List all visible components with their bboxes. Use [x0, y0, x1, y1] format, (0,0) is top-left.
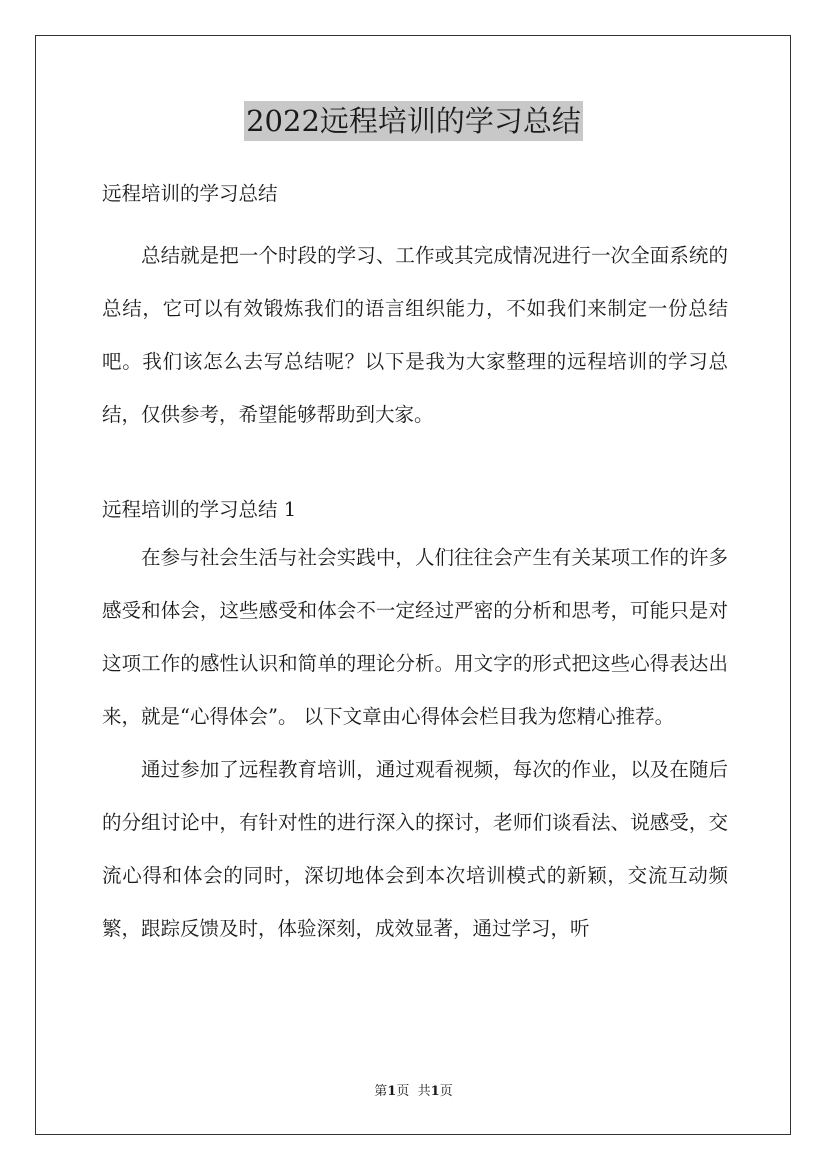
page-footer — [0, 1083, 827, 1101]
total-prefix: 共 — [417, 1084, 431, 1099]
section-heading: 远程培训的学习总结 — [102, 182, 278, 205]
document-body — [102, 176, 728, 955]
document-title: 2022远程培训的学习总结 — [244, 101, 583, 141]
total-suffix: 页 — [439, 1084, 453, 1099]
section-heading: 远程培训的学习总结 1 — [102, 498, 297, 521]
body-paragraph: 在参与社会生活与社会实践中，人们往往会产生有关某项工作的许多感受和体会，这些感受和体会不一定经过严密的分析和思考，可能只是对这项工作的感性认识和简单的理论分析。用文字的形式把这些心得表达出来，就是“心得体会”。 以下文章由心得体会栏目我为您精心推荐。 — [102, 546, 728, 728]
spacer — [102, 441, 728, 492]
total-pages: 1 — [430, 1084, 440, 1099]
page-suffix: 页 — [396, 1084, 410, 1099]
body-paragraph: 总结就是把一个时段的学习、工作或其完成情况进行一次全面系统的总结，它可以有效锻炼我们的语言组织能力，不如我们来制定一份总结吧。我们该怎么去写总结呢？以下是我为大家整理的远程培训的学习总结，仅供参考，希望能够帮助到大家。 — [102, 244, 728, 426]
title-container — [0, 101, 827, 141]
body-paragraph: 通过参加了远程教育培训，通过观看视频，每次的作业，以及在随后的分组讨论中，有针对性的进行深入的探讨，老师们谈看法、说感受，交流心得和体会的同时，深切地体会到本次培训模式的新颖，交流互动频繁，跟踪反馈及时，体验深刻，成效显著，通过学习，听 — [102, 758, 728, 940]
spacer — [102, 211, 728, 229]
page-number: 1 — [387, 1084, 397, 1099]
page-prefix: 第 — [374, 1084, 388, 1099]
